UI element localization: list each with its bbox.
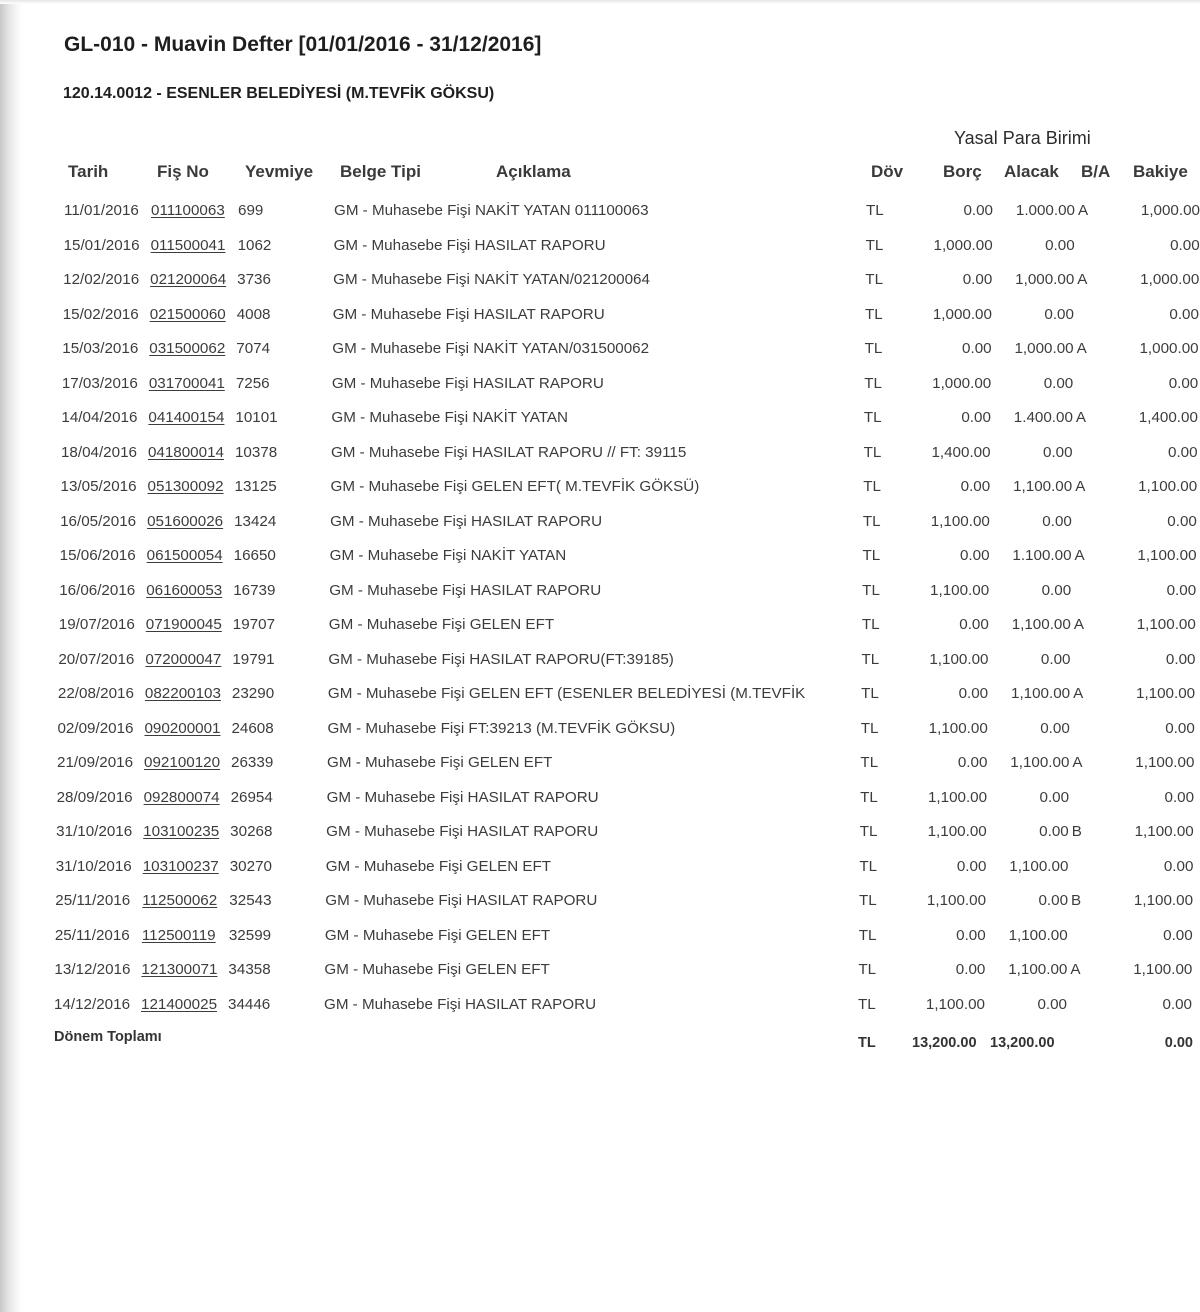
cell-aciklama: GM - Muhasebe Fişi NAKİT YATAN/031500062 xyxy=(332,340,650,358)
cell-bakiye: 1,100.00 xyxy=(1136,616,1196,634)
cell-dov: TL xyxy=(864,340,883,358)
cell-dov: TL xyxy=(861,616,880,634)
cell-aciklama: GM - Muhasebe Fişi HASILAT RAPORU xyxy=(330,512,603,530)
cell-tarih: 20/07/2016 xyxy=(58,650,135,668)
cell-tarih: 15/01/2016 xyxy=(63,236,140,254)
cell-yevmiye: 10378 xyxy=(234,443,278,461)
cell-dov: TL xyxy=(860,788,878,806)
cell-fis-no-link[interactable]: 121300071 xyxy=(141,961,218,979)
cell-yevmiye: 23290 xyxy=(231,685,275,703)
header-aciklama: Açıklama xyxy=(496,162,571,181)
cell-borc: 0.00 xyxy=(963,202,993,219)
period-total-dov: TL xyxy=(858,1035,876,1051)
cell-yevmiye: 26339 xyxy=(231,754,274,772)
cell-alacak: 1.400.00 xyxy=(1013,409,1073,427)
cell-borc: 0.00 xyxy=(962,271,993,289)
cell-borc: 1,100.00 xyxy=(930,581,990,599)
table-row xyxy=(0,407,1200,431)
cell-yevmiye: 19707 xyxy=(232,616,276,634)
cell-dov: TL xyxy=(866,202,884,219)
cell-yevmiye: 10101 xyxy=(235,409,278,427)
table-row xyxy=(0,511,1200,535)
cell-tarih: 31/10/2016 xyxy=(55,857,132,875)
cell-ba: B xyxy=(1071,892,1082,910)
cell-ba: A xyxy=(1072,754,1083,772)
cell-yevmiye: 19791 xyxy=(232,650,275,668)
cell-yevmiye: 699 xyxy=(238,202,264,219)
cell-dov: TL xyxy=(864,305,883,323)
cell-yevmiye: 7074 xyxy=(236,340,271,358)
cell-borc: 1,100.00 xyxy=(925,996,985,1013)
cell-aciklama: GM - Muhasebe Fişi HASILAT RAPORU xyxy=(331,374,604,392)
cell-dov: TL xyxy=(864,374,882,392)
cell-aciklama: GM - Muhasebe Fişi GELEN EFT xyxy=(324,926,551,944)
cell-yevmiye: 26954 xyxy=(230,788,273,806)
cell-bakiye: 0.00 xyxy=(1164,788,1195,806)
cell-yevmiye: 3736 xyxy=(237,271,271,289)
cell-alacak: 1,100.00 xyxy=(1008,926,1068,944)
cell-alacak: 1,000.00 xyxy=(1014,340,1074,358)
cell-bakiye: 0.00 xyxy=(1167,512,1197,530)
cell-aciklama: GM - Muhasebe Fişi GELEN EFT (ESENLER BELEDİYESİ (M.TEVFİK xyxy=(327,685,806,703)
cell-borc: 0.00 xyxy=(955,961,986,979)
table-row xyxy=(0,925,1200,949)
cell-bakiye: 0.00 xyxy=(1163,926,1193,944)
cell-borc: 0.00 xyxy=(959,547,990,565)
cell-ba: A xyxy=(1075,409,1087,427)
table-row xyxy=(0,718,1200,742)
cell-dov: TL xyxy=(861,685,879,703)
cell-dov: TL xyxy=(860,719,879,737)
cell-alacak: 1,000.00 xyxy=(1015,271,1075,289)
cell-yevmiye: 34358 xyxy=(228,961,271,979)
cell-aciklama: GM - Muhasebe Fişi HASILAT RAPORU xyxy=(325,892,598,910)
cell-fis-no-link[interactable]: 121400025 xyxy=(141,996,218,1013)
cell-tarih: 02/09/2016 xyxy=(57,719,134,737)
cell-fis-no-link[interactable]: 021500060 xyxy=(149,305,226,323)
cell-fis-no-link[interactable]: 103100235 xyxy=(143,823,220,841)
cell-borc: 0.00 xyxy=(956,857,987,875)
table-row xyxy=(0,373,1200,397)
cell-fis-no-link[interactable]: 112500119 xyxy=(141,926,216,944)
header-ba: B/A xyxy=(1081,162,1111,181)
cell-yevmiye: 16650 xyxy=(233,547,276,565)
table-row xyxy=(0,856,1200,880)
cell-aciklama: GM - Muhasebe Fişi HASILAT RAPORU xyxy=(326,823,599,841)
cell-dov: TL xyxy=(863,478,881,496)
cell-alacak: 1,100.00 xyxy=(1009,857,1069,875)
cell-aciklama: GM - Muhasebe Fişi HASILAT RAPORU xyxy=(324,996,597,1013)
cell-fis-no-link[interactable]: 071900045 xyxy=(145,616,222,634)
cell-borc: 0.00 xyxy=(958,685,989,703)
cell-alacak: 1,100.00 xyxy=(1011,616,1071,634)
cell-ba: A xyxy=(1076,340,1087,358)
cell-tarih: 18/04/2016 xyxy=(60,443,137,461)
cell-alacak: 1,100.00 xyxy=(1013,478,1073,496)
cell-fis-no-link[interactable]: 011100063 xyxy=(151,202,225,219)
cell-yevmiye: 13424 xyxy=(234,512,277,530)
cell-aciklama: GM - Muhasebe Fişi NAKİT YATAN/021200064 xyxy=(333,271,650,289)
cell-ba: A xyxy=(1078,202,1089,219)
cell-alacak: 0.00 xyxy=(1039,788,1070,806)
cell-yevmiye: 32599 xyxy=(228,926,272,944)
cell-fis-no-link[interactable]: 082200103 xyxy=(144,685,221,703)
cell-borc: 1,100.00 xyxy=(927,788,988,806)
cell-aciklama: GM - Muhasebe Fişi GELEN EFT xyxy=(327,754,553,772)
cell-bakiye: 1,100.00 xyxy=(1136,685,1196,703)
table-row xyxy=(0,545,1200,569)
cell-fis-no-link[interactable]: 021200064 xyxy=(150,271,227,289)
cell-yevmiye: 32543 xyxy=(229,892,272,910)
cell-fis-no-link[interactable]: 061600053 xyxy=(146,581,223,599)
cell-dov: TL xyxy=(858,961,877,979)
table-row xyxy=(0,994,1200,1018)
period-total-label: Dönem Toplamı xyxy=(54,1029,162,1045)
table-row xyxy=(0,890,1200,914)
cell-tarih: 11/01/2016 xyxy=(64,202,139,219)
cell-alacak: 0.00 xyxy=(1039,823,1069,841)
cell-dov: TL xyxy=(862,512,881,530)
cell-alacak: 0.00 xyxy=(1040,719,1070,737)
cell-bakiye: 1,100.00 xyxy=(1134,823,1194,841)
cell-dov: TL xyxy=(859,857,878,875)
cell-borc: 1,000.00 xyxy=(932,305,992,323)
header-tarih: Tarih xyxy=(68,162,109,181)
period-total-alacak: 13,200.00 xyxy=(990,1035,1055,1051)
cell-aciklama: GM - Muhasebe Fişi FT:39213 (M.TEVFİK GÖKSU) xyxy=(327,719,676,737)
cell-aciklama: GM - Muhasebe Fişi GELEN EFT( M.TEVFİK GÖKSÜ) xyxy=(330,478,700,496)
cell-bakiye: 1,100.00 xyxy=(1137,547,1197,565)
cell-borc: 0.00 xyxy=(961,409,991,427)
cell-fis-no-link[interactable]: 090200001 xyxy=(144,719,221,737)
cell-aciklama: GM - Muhasebe Fişi HASILAT RAPORU xyxy=(333,236,606,254)
cell-fis-no-link[interactable]: 112500062 xyxy=(142,892,218,910)
currency-group-header: Yasal Para Birimi xyxy=(954,128,1091,148)
cell-bakiye: 0.00 xyxy=(1165,650,1196,668)
cell-alacak: 0.00 xyxy=(1043,374,1074,392)
cell-borc: 0.00 xyxy=(962,340,992,358)
cell-aciklama: GM - Muhasebe Fişi NAKİT YATAN xyxy=(329,547,567,565)
table-row xyxy=(0,235,1200,259)
cell-fis-no-link[interactable]: 051600026 xyxy=(147,512,224,530)
header-borc: Borç xyxy=(943,162,982,181)
cell-fis-no-link[interactable]: 041400154 xyxy=(148,409,225,427)
cell-tarih: 25/11/2016 xyxy=(55,892,131,910)
cell-yevmiye: 30270 xyxy=(229,857,272,875)
cell-bakiye: 1,000.00 xyxy=(1139,340,1199,358)
cell-alacak: 1,100.00 xyxy=(1008,961,1068,979)
cell-borc: 1,100.00 xyxy=(927,823,987,841)
cell-borc: 1,000.00 xyxy=(932,374,992,392)
header-yevmiye: Yevmiye xyxy=(245,162,314,181)
table-row xyxy=(0,200,1200,224)
cell-bakiye: 0.00 xyxy=(1168,443,1198,461)
cell-dov: TL xyxy=(861,650,880,668)
table-row xyxy=(0,304,1200,328)
cell-yevmiye: 7256 xyxy=(235,374,270,392)
cell-yevmiye: 1062 xyxy=(237,236,272,254)
cell-bakiye: 0.00 xyxy=(1168,374,1199,392)
header-alacak: Alacak xyxy=(1004,162,1059,181)
cell-dov: TL xyxy=(858,926,877,944)
cell-aciklama: GM - Muhasebe Fişi NAKİT YATAN xyxy=(331,409,568,427)
cell-borc: 0.00 xyxy=(957,754,988,772)
cell-dov: TL xyxy=(860,754,879,772)
cell-tarih: 15/02/2016 xyxy=(62,305,139,323)
cell-alacak: 1,100.00 xyxy=(1010,754,1070,772)
cell-alacak: 0.00 xyxy=(1041,581,1072,599)
cell-dov: TL xyxy=(858,996,876,1013)
cell-borc: 0.00 xyxy=(956,926,986,944)
cell-borc: 0.00 xyxy=(959,616,989,634)
cell-borc: 1,100.00 xyxy=(928,719,988,737)
cell-fis-no-link[interactable]: 031700041 xyxy=(148,374,225,392)
table-row xyxy=(0,649,1200,673)
cell-ba: A xyxy=(1073,616,1084,634)
cell-fis-no-link[interactable]: 031500062 xyxy=(149,340,226,358)
cell-bakiye: 1,100.00 xyxy=(1133,961,1193,979)
cell-ba: A xyxy=(1074,547,1085,565)
cell-tarih: 15/03/2016 xyxy=(62,340,139,358)
cell-bakiye: 1,400.00 xyxy=(1138,409,1198,427)
header-fis-no: Fiş No xyxy=(157,162,209,181)
cell-dov: TL xyxy=(865,236,884,254)
cell-fis-no-link[interactable]: 072000047 xyxy=(145,650,222,668)
header-dov: Döv xyxy=(871,162,904,181)
cell-bakiye: 0.00 xyxy=(1165,719,1195,737)
cell-bakiye: 1,100.00 xyxy=(1133,892,1194,910)
period-total-borc: 13,200.00 xyxy=(912,1035,977,1051)
cell-tarih: 15/06/2016 xyxy=(59,547,136,565)
cell-fis-no-link[interactable]: 103100237 xyxy=(142,857,219,875)
table-row xyxy=(0,580,1200,604)
period-total-bakiye: 0.00 xyxy=(1164,1035,1193,1051)
cell-ba: A xyxy=(1077,271,1088,289)
cell-tarih: 17/03/2016 xyxy=(61,374,138,392)
cell-aciklama: GM - Muhasebe Fişi HASILAT RAPORU xyxy=(329,581,602,599)
cell-aciklama: GM - Muhasebe Fişi GELEN EFT xyxy=(325,857,552,875)
cell-tarih: 14/04/2016 xyxy=(61,409,138,427)
cell-dov: TL xyxy=(862,581,880,599)
cell-borc: 1,000.00 xyxy=(933,236,993,254)
cell-borc: 0.00 xyxy=(960,478,991,496)
cell-borc: 1,100.00 xyxy=(926,892,987,910)
table-row xyxy=(0,752,1200,776)
account-title: 120.14.0012 - ESENLER BELEDİYESİ (M.TEVFİK GÖKSU) xyxy=(63,85,495,102)
table-row xyxy=(0,476,1200,500)
cell-alacak: 0.00 xyxy=(1040,650,1071,668)
cell-yevmiye: 16739 xyxy=(233,581,276,599)
cell-dov: TL xyxy=(862,547,881,565)
cell-tarih: 13/12/2016 xyxy=(54,961,131,979)
cell-borc: 1,400.00 xyxy=(931,443,991,461)
cell-aciklama: GM - Muhasebe Fişi GELEN EFT xyxy=(328,616,555,634)
cell-bakiye: 0.00 xyxy=(1169,305,1199,323)
cell-alacak: 1.100.00 xyxy=(1012,547,1072,565)
cell-alacak: 0.00 xyxy=(1044,305,1074,323)
cell-fis-no-link[interactable]: 092100120 xyxy=(144,754,221,772)
cell-bakiye: 1,100.00 xyxy=(1135,754,1195,772)
cell-bakiye: 0.00 xyxy=(1162,996,1192,1013)
cell-yevmiye: 13125 xyxy=(234,478,277,496)
cell-borc: 1,100.00 xyxy=(930,512,990,530)
table-row xyxy=(0,338,1200,362)
table-row xyxy=(0,683,1200,707)
cell-alacak: 0.00 xyxy=(1038,892,1069,910)
cell-tarih: 16/05/2016 xyxy=(60,512,137,530)
cell-dov: TL xyxy=(859,823,878,841)
cell-aciklama: GM - Muhasebe Fişi HASILAT RAPORU xyxy=(326,788,599,806)
header-bakiye: Bakiye xyxy=(1133,162,1188,181)
cell-tarih: 12/02/2016 xyxy=(63,271,140,289)
cell-tarih: 13/05/2016 xyxy=(60,478,137,496)
table-row xyxy=(0,442,1200,466)
table-row xyxy=(0,269,1200,293)
report-title: GL-010 - Muavin Defter [01/01/2016 - 31/12/2016] xyxy=(64,33,542,56)
cell-tarih: 28/09/2016 xyxy=(56,788,133,806)
cell-fis-no-link[interactable]: 092800074 xyxy=(143,788,220,806)
cell-yevmiye: 34446 xyxy=(228,996,271,1013)
cell-tarih: 19/07/2016 xyxy=(58,616,135,634)
cell-fis-no-link[interactable]: 041800014 xyxy=(147,443,224,461)
cell-dov: TL xyxy=(863,443,882,461)
cell-alacak: 0.00 xyxy=(1043,443,1073,461)
cell-yevmiye: 24608 xyxy=(231,719,274,737)
cell-fis-no-link[interactable]: 011500041 xyxy=(150,236,226,254)
cell-alacak: 1,100.00 xyxy=(1011,685,1071,703)
cell-bakiye: 0.00 xyxy=(1170,236,1200,254)
cell-bakiye: 1,000.00 xyxy=(1140,271,1200,289)
cell-dov: TL xyxy=(863,409,882,427)
cell-aciklama: GM - Muhasebe Fişi HASILAT RAPORU xyxy=(332,305,605,323)
cell-tarih: 14/12/2016 xyxy=(54,996,131,1013)
cell-alacak: 0.00 xyxy=(1037,996,1067,1013)
table-row xyxy=(0,959,1200,983)
cell-alacak: 1.000.00 xyxy=(1015,202,1075,219)
cell-dov: TL xyxy=(865,271,884,289)
cell-ba: B xyxy=(1071,823,1082,841)
table-row xyxy=(0,787,1200,811)
cell-alacak: 0.00 xyxy=(1042,512,1072,530)
cell-tarih: 31/10/2016 xyxy=(56,823,133,841)
cell-dov: TL xyxy=(859,892,877,910)
cell-aciklama: GM - Muhasebe Fişi GELEN EFT xyxy=(324,961,550,979)
header-belge-tipi: Belge Tipi xyxy=(340,162,421,181)
cell-ba: A xyxy=(1073,685,1084,703)
cell-tarih: 16/06/2016 xyxy=(59,581,136,599)
cell-yevmiye: 30268 xyxy=(230,823,273,841)
table-row xyxy=(0,614,1200,638)
cell-fis-no-link[interactable]: 051300092 xyxy=(147,478,224,496)
cell-tarih: 25/11/2016 xyxy=(54,926,130,944)
cell-ba: A xyxy=(1070,961,1081,979)
cell-alacak: 0.00 xyxy=(1045,236,1075,254)
cell-yevmiye: 4008 xyxy=(236,305,271,323)
cell-aciklama: GM - Muhasebe Fişi HASILAT RAPORU(FT:39185) xyxy=(328,650,674,668)
cell-aciklama: GM - Muhasebe Fişi HASILAT RAPORU // FT: 39115 xyxy=(330,443,687,461)
cell-bakiye: 0.00 xyxy=(1166,581,1197,599)
cell-ba: A xyxy=(1075,478,1086,496)
cell-fis-no-link[interactable]: 061500054 xyxy=(146,547,223,565)
cell-tarih: 21/09/2016 xyxy=(57,754,134,772)
cell-bakiye: 0.00 xyxy=(1163,857,1194,875)
table-row xyxy=(0,821,1200,845)
cell-tarih: 22/08/2016 xyxy=(57,685,134,703)
cell-bakiye: 1,000.00 xyxy=(1140,202,1200,219)
cell-aciklama: GM - Muhasebe Fişi NAKİT YATAN 011100063 xyxy=(334,202,649,219)
cell-borc: 1,100.00 xyxy=(929,650,989,668)
cell-bakiye: 1,100.00 xyxy=(1138,478,1198,496)
